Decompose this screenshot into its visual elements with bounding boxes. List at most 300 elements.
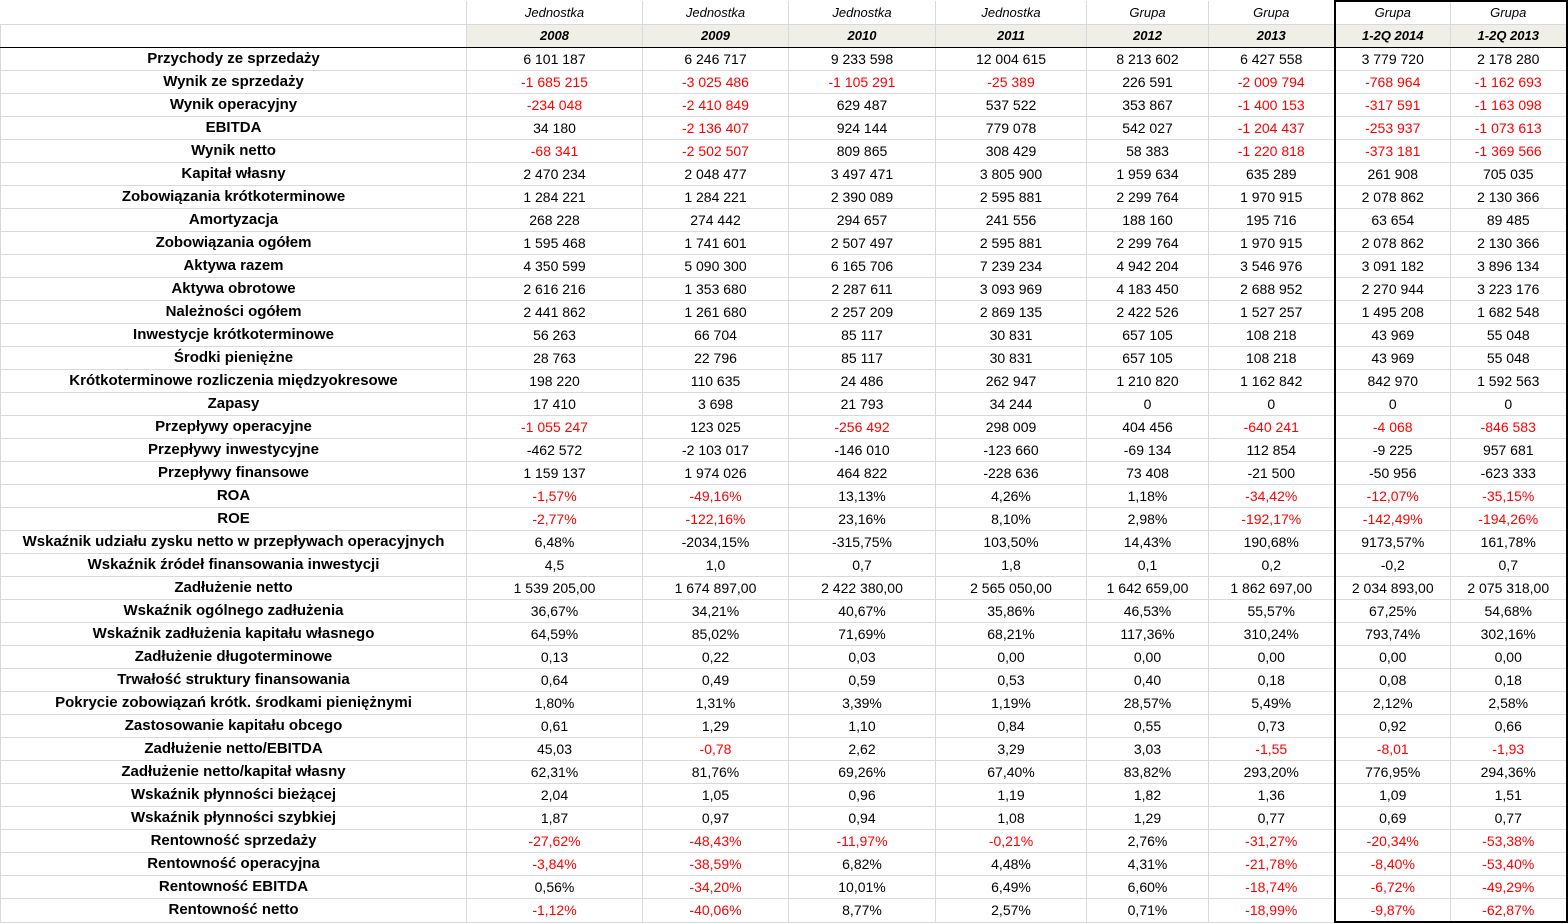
- table-row: [1, 761, 1567, 784]
- value-cell: 1,08: [936, 807, 1087, 830]
- row-label: Rentowność operacyjna: [1, 853, 467, 876]
- value-cell: 0,92: [1335, 715, 1451, 738]
- row-label: Zapasy: [1, 393, 467, 416]
- value-cell: 34 180: [467, 117, 643, 140]
- row-label: Amortyzacja: [1, 209, 467, 232]
- value-cell: 2 257 209: [789, 301, 936, 324]
- value-cell: 2 299 764: [1087, 186, 1209, 209]
- value-cell: -146 010: [789, 439, 936, 462]
- value-cell: 12 004 615: [936, 48, 1087, 71]
- value-cell: -49,16%: [643, 485, 789, 508]
- value-cell: 2 470 234: [467, 163, 643, 186]
- value-cell: -68 341: [467, 140, 643, 163]
- value-cell: 779 078: [936, 117, 1087, 140]
- value-cell: 2 048 477: [643, 163, 789, 186]
- value-cell: 103,50%: [936, 531, 1087, 554]
- table-row: [1, 554, 1567, 577]
- value-cell: -48,43%: [643, 830, 789, 853]
- value-cell: 36,67%: [467, 600, 643, 623]
- value-cell: 8,77%: [789, 899, 936, 923]
- value-cell: -12,07%: [1335, 485, 1451, 508]
- value-cell: -2,77%: [467, 508, 643, 531]
- table-row: [1, 600, 1567, 623]
- table-row: [1, 692, 1567, 715]
- row-label: Trwałość struktury finansowania: [1, 669, 467, 692]
- value-cell: -0,78: [643, 738, 789, 761]
- value-cell: 85 117: [789, 347, 936, 370]
- value-cell: 6,48%: [467, 531, 643, 554]
- table-row: [1, 462, 1567, 485]
- value-cell: 83,82%: [1087, 761, 1209, 784]
- value-cell: -1 220 818: [1209, 140, 1335, 163]
- value-cell: 67,25%: [1335, 600, 1451, 623]
- value-cell: 3 779 720: [1335, 48, 1451, 71]
- value-cell: 8,10%: [936, 508, 1087, 531]
- value-cell: 1,05: [643, 784, 789, 807]
- value-cell: 73 408: [1087, 462, 1209, 485]
- value-cell: 2 390 089: [789, 186, 936, 209]
- value-cell: 1,82: [1087, 784, 1209, 807]
- value-cell: 1,19: [936, 784, 1087, 807]
- value-cell: 629 487: [789, 94, 936, 117]
- value-cell: 2 075 318,00: [1451, 577, 1567, 600]
- value-cell: 23,16%: [789, 508, 936, 531]
- value-cell: 293,20%: [1209, 761, 1335, 784]
- row-label: Rentowność netto: [1, 899, 467, 923]
- value-cell: 0,97: [643, 807, 789, 830]
- row-label: Należności ogółem: [1, 301, 467, 324]
- value-cell: 1,19%: [936, 692, 1087, 715]
- value-cell: 0,00: [1451, 646, 1567, 669]
- header-entity-cell: Grupa: [1209, 1, 1335, 25]
- value-cell: 842 970: [1335, 370, 1451, 393]
- value-cell: 4 183 450: [1087, 278, 1209, 301]
- header-period-cell: 2012: [1087, 25, 1209, 48]
- row-label: Przepływy finansowe: [1, 462, 467, 485]
- value-cell: 117,36%: [1087, 623, 1209, 646]
- value-cell: -4 068: [1335, 416, 1451, 439]
- value-cell: -2 410 849: [643, 94, 789, 117]
- table-row: [1, 301, 1567, 324]
- row-label: Zobowiązania krótkoterminowe: [1, 186, 467, 209]
- value-cell: 4,26%: [936, 485, 1087, 508]
- value-cell: 43 969: [1335, 347, 1451, 370]
- table-row: [1, 439, 1567, 462]
- value-cell: -6,72%: [1335, 876, 1451, 899]
- value-cell: 0,66: [1451, 715, 1567, 738]
- table-row: [1, 853, 1567, 876]
- value-cell: -38,59%: [643, 853, 789, 876]
- value-cell: 262 947: [936, 370, 1087, 393]
- table-row: [1, 807, 1567, 830]
- value-cell: -234 048: [467, 94, 643, 117]
- value-cell: -142,49%: [1335, 508, 1451, 531]
- value-cell: 4,31%: [1087, 853, 1209, 876]
- table-body: [1, 1, 1567, 922]
- value-cell: 28,57%: [1087, 692, 1209, 715]
- value-cell: -27,62%: [467, 830, 643, 853]
- row-label: Wskaźnik płynności bieżącej: [1, 784, 467, 807]
- value-cell: -194,26%: [1451, 508, 1567, 531]
- value-cell: 274 442: [643, 209, 789, 232]
- value-cell: 13,13%: [789, 485, 936, 508]
- value-cell: 464 822: [789, 462, 936, 485]
- value-cell: 1,09: [1335, 784, 1451, 807]
- value-cell: 43 969: [1335, 324, 1451, 347]
- value-cell: 0,64: [467, 669, 643, 692]
- table-row: [1, 370, 1567, 393]
- table-row: [1, 71, 1567, 94]
- value-cell: -1,55: [1209, 738, 1335, 761]
- value-cell: -1 105 291: [789, 71, 936, 94]
- header-blank-cell: [1, 25, 467, 48]
- value-cell: 1 353 680: [643, 278, 789, 301]
- value-cell: -31,27%: [1209, 830, 1335, 853]
- table-row: [1, 324, 1567, 347]
- table-row: [1, 255, 1567, 278]
- row-label: Rentowność EBITDA: [1, 876, 467, 899]
- value-cell: -2 502 507: [643, 140, 789, 163]
- value-cell: -1,12%: [467, 899, 643, 923]
- row-label: Zadłużenie długoterminowe: [1, 646, 467, 669]
- value-cell: -462 572: [467, 439, 643, 462]
- value-cell: 0,00: [1335, 646, 1451, 669]
- value-cell: 62,31%: [467, 761, 643, 784]
- value-cell: 302,16%: [1451, 623, 1567, 646]
- value-cell: 793,74%: [1335, 623, 1451, 646]
- value-cell: -1 204 437: [1209, 117, 1335, 140]
- value-cell: 2 688 952: [1209, 278, 1335, 301]
- table-row: [1, 784, 1567, 807]
- value-cell: -53,40%: [1451, 853, 1567, 876]
- value-cell: 28 763: [467, 347, 643, 370]
- table-row: [1, 347, 1567, 370]
- value-cell: 85,02%: [643, 623, 789, 646]
- table-row: [1, 163, 1567, 186]
- value-cell: -34,20%: [643, 876, 789, 899]
- value-cell: 1,36: [1209, 784, 1335, 807]
- value-cell: 1 162 842: [1209, 370, 1335, 393]
- value-cell: 22 796: [643, 347, 789, 370]
- value-cell: 1 970 915: [1209, 186, 1335, 209]
- value-cell: 3 223 176: [1451, 278, 1567, 301]
- value-cell: 2 034 893,00: [1335, 577, 1451, 600]
- row-label: Zobowiązania ogółem: [1, 232, 467, 255]
- value-cell: 0,7: [789, 554, 936, 577]
- value-cell: 58 383: [1087, 140, 1209, 163]
- value-cell: 1 210 820: [1087, 370, 1209, 393]
- value-cell: 308 429: [936, 140, 1087, 163]
- value-cell: 123 025: [643, 416, 789, 439]
- value-cell: -315,75%: [789, 531, 936, 554]
- value-cell: 55 048: [1451, 324, 1567, 347]
- value-cell: 241 556: [936, 209, 1087, 232]
- value-cell: 0,2: [1209, 554, 1335, 577]
- value-cell: -25 389: [936, 71, 1087, 94]
- value-cell: 0,55: [1087, 715, 1209, 738]
- value-cell: 1 642 659,00: [1087, 577, 1209, 600]
- table-row: [1, 669, 1567, 692]
- table-row: [1, 94, 1567, 117]
- value-cell: 1,0: [643, 554, 789, 577]
- value-cell: 2 078 862: [1335, 232, 1451, 255]
- value-cell: 110 635: [643, 370, 789, 393]
- value-cell: 1,31%: [643, 692, 789, 715]
- value-cell: 1 682 548: [1451, 301, 1567, 324]
- row-label: ROA: [1, 485, 467, 508]
- value-cell: 63 654: [1335, 209, 1451, 232]
- header-period-cell: 2010: [789, 25, 936, 48]
- row-label: Wynik ze sprzedaży: [1, 71, 467, 94]
- header-entity-cell: Grupa: [1335, 1, 1451, 25]
- value-cell: 0: [1335, 393, 1451, 416]
- value-cell: 298 009: [936, 416, 1087, 439]
- value-cell: 6 101 187: [467, 48, 643, 71]
- value-cell: 294,36%: [1451, 761, 1567, 784]
- value-cell: -1 369 566: [1451, 140, 1567, 163]
- value-cell: -192,17%: [1209, 508, 1335, 531]
- value-cell: 2 270 944: [1335, 278, 1451, 301]
- value-cell: 0,53: [936, 669, 1087, 692]
- value-cell: -21,78%: [1209, 853, 1335, 876]
- value-cell: 705 035: [1451, 163, 1567, 186]
- value-cell: -69 134: [1087, 439, 1209, 462]
- value-cell: -317 591: [1335, 94, 1451, 117]
- value-cell: 2 130 366: [1451, 186, 1567, 209]
- value-cell: -21 500: [1209, 462, 1335, 485]
- value-cell: 2,57%: [936, 899, 1087, 923]
- value-cell: 226 591: [1087, 71, 1209, 94]
- value-cell: 0,77: [1451, 807, 1567, 830]
- value-cell: 6,49%: [936, 876, 1087, 899]
- value-cell: 40,67%: [789, 600, 936, 623]
- value-cell: 35,86%: [936, 600, 1087, 623]
- value-cell: 0,96: [789, 784, 936, 807]
- value-cell: 3 093 969: [936, 278, 1087, 301]
- value-cell: 0,40: [1087, 669, 1209, 692]
- value-cell: 46,53%: [1087, 600, 1209, 623]
- value-cell: 2 595 881: [936, 186, 1087, 209]
- value-cell: 0,61: [467, 715, 643, 738]
- row-label: Przychody ze sprzedaży: [1, 48, 467, 71]
- value-cell: 1,8: [936, 554, 1087, 577]
- value-cell: 161,78%: [1451, 531, 1567, 554]
- value-cell: -35,15%: [1451, 485, 1567, 508]
- value-cell: 3 091 182: [1335, 255, 1451, 278]
- value-cell: 1 970 915: [1209, 232, 1335, 255]
- value-cell: 0,59: [789, 669, 936, 692]
- value-cell: 2 616 216: [467, 278, 643, 301]
- value-cell: 0,49: [643, 669, 789, 692]
- value-cell: 268 228: [467, 209, 643, 232]
- value-cell: 2,12%: [1335, 692, 1451, 715]
- value-cell: 4,48%: [936, 853, 1087, 876]
- value-cell: -2 136 407: [643, 117, 789, 140]
- value-cell: -53,38%: [1451, 830, 1567, 853]
- value-cell: 404 456: [1087, 416, 1209, 439]
- row-label: Aktywa obrotowe: [1, 278, 467, 301]
- value-cell: 21 793: [789, 393, 936, 416]
- value-cell: -1 163 098: [1451, 94, 1567, 117]
- header-row-entity: [1, 1, 1567, 25]
- row-label: Wynik operacyjny: [1, 94, 467, 117]
- row-label: Środki pieniężne: [1, 347, 467, 370]
- value-cell: 1 592 563: [1451, 370, 1567, 393]
- table-row: [1, 416, 1567, 439]
- value-cell: -3,84%: [467, 853, 643, 876]
- table-row: [1, 830, 1567, 853]
- value-cell: 957 681: [1451, 439, 1567, 462]
- value-cell: -18,74%: [1209, 876, 1335, 899]
- value-cell: -2 009 794: [1209, 71, 1335, 94]
- value-cell: 1 495 208: [1335, 301, 1451, 324]
- value-cell: -1,57%: [467, 485, 643, 508]
- value-cell: -623 333: [1451, 462, 1567, 485]
- value-cell: 2 422 526: [1087, 301, 1209, 324]
- value-cell: -2 103 017: [643, 439, 789, 462]
- value-cell: 657 105: [1087, 324, 1209, 347]
- value-cell: 17 410: [467, 393, 643, 416]
- value-cell: 0,18: [1209, 669, 1335, 692]
- row-label: Wskaźnik płynności szybkiej: [1, 807, 467, 830]
- value-cell: 1 595 468: [467, 232, 643, 255]
- header-period-cell: 2013: [1209, 25, 1335, 48]
- value-cell: 55,57%: [1209, 600, 1335, 623]
- value-cell: 54,68%: [1451, 600, 1567, 623]
- value-cell: 195 716: [1209, 209, 1335, 232]
- value-cell: 0,71%: [1087, 899, 1209, 923]
- row-label: Wskaźnik udziału zysku netto w przepływach operacyjnych: [1, 531, 467, 554]
- value-cell: -253 937: [1335, 117, 1451, 140]
- header-entity-cell: Jednostka: [643, 1, 789, 25]
- value-cell: 190,68%: [1209, 531, 1335, 554]
- value-cell: -640 241: [1209, 416, 1335, 439]
- row-label: Przepływy inwestycyjne: [1, 439, 467, 462]
- value-cell: 542 027: [1087, 117, 1209, 140]
- header-entity-cell: Jednostka: [936, 1, 1087, 25]
- value-cell: -1,93: [1451, 738, 1567, 761]
- value-cell: 1,80%: [467, 692, 643, 715]
- row-label: Aktywa razem: [1, 255, 467, 278]
- row-label: EBITDA: [1, 117, 467, 140]
- value-cell: 4 942 204: [1087, 255, 1209, 278]
- value-cell: 6 427 558: [1209, 48, 1335, 71]
- value-cell: 3 805 900: [936, 163, 1087, 186]
- value-cell: 85 117: [789, 324, 936, 347]
- value-cell: 1 959 634: [1087, 163, 1209, 186]
- table-row: [1, 117, 1567, 140]
- value-cell: -122,16%: [643, 508, 789, 531]
- row-label: Rentowność sprzedaży: [1, 830, 467, 853]
- value-cell: 0,00: [936, 646, 1087, 669]
- table-row: [1, 186, 1567, 209]
- value-cell: 2,98%: [1087, 508, 1209, 531]
- value-cell: 5 090 300: [643, 255, 789, 278]
- table-row: [1, 646, 1567, 669]
- value-cell: 112 854: [1209, 439, 1335, 462]
- value-cell: 0,7: [1451, 554, 1567, 577]
- value-cell: -34,42%: [1209, 485, 1335, 508]
- value-cell: 2,76%: [1087, 830, 1209, 853]
- value-cell: 0,00: [1209, 646, 1335, 669]
- value-cell: 0,94: [789, 807, 936, 830]
- value-cell: 2 078 862: [1335, 186, 1451, 209]
- value-cell: 6,82%: [789, 853, 936, 876]
- value-cell: 0,00: [1087, 646, 1209, 669]
- value-cell: -62,87%: [1451, 899, 1567, 923]
- header-period-cell: 1-2Q 2014: [1335, 25, 1451, 48]
- value-cell: -8,40%: [1335, 853, 1451, 876]
- table-row: [1, 140, 1567, 163]
- value-cell: -20,34%: [1335, 830, 1451, 853]
- value-cell: 68,21%: [936, 623, 1087, 646]
- value-cell: 353 867: [1087, 94, 1209, 117]
- value-cell: -50 956: [1335, 462, 1451, 485]
- row-label: Zadłużenie netto/EBITDA: [1, 738, 467, 761]
- value-cell: 0,03: [789, 646, 936, 669]
- row-label: Wskaźnik ogólnego zadłużenia: [1, 600, 467, 623]
- table-row: [1, 232, 1567, 255]
- table-row: [1, 623, 1567, 646]
- value-cell: 1 862 697,00: [1209, 577, 1335, 600]
- value-cell: 3,29: [936, 738, 1087, 761]
- value-cell: 69,26%: [789, 761, 936, 784]
- value-cell: 2 595 881: [936, 232, 1087, 255]
- row-label: Zadłużenie netto: [1, 577, 467, 600]
- value-cell: 34 244: [936, 393, 1087, 416]
- header-entity-cell: Grupa: [1087, 1, 1209, 25]
- value-cell: 1,10: [789, 715, 936, 738]
- value-cell: -1 162 693: [1451, 71, 1567, 94]
- value-cell: 310,24%: [1209, 623, 1335, 646]
- table-row: [1, 531, 1567, 554]
- table-row: [1, 209, 1567, 232]
- row-label: Kapitał własny: [1, 163, 467, 186]
- value-cell: 0,18: [1451, 669, 1567, 692]
- header-period-cell: 2011: [936, 25, 1087, 48]
- value-cell: 0,77: [1209, 807, 1335, 830]
- value-cell: -9 225: [1335, 439, 1451, 462]
- value-cell: 3 497 471: [789, 163, 936, 186]
- value-cell: 0,08: [1335, 669, 1451, 692]
- table-row: [1, 393, 1567, 416]
- value-cell: 294 657: [789, 209, 936, 232]
- value-cell: 1 284 221: [467, 186, 643, 209]
- value-cell: 0: [1209, 393, 1335, 416]
- value-cell: 0,13: [467, 646, 643, 669]
- value-cell: -8,01: [1335, 738, 1451, 761]
- value-cell: 1,29: [1087, 807, 1209, 830]
- value-cell: 1,87: [467, 807, 643, 830]
- value-cell: -123 660: [936, 439, 1087, 462]
- value-cell: 1,51: [1451, 784, 1567, 807]
- value-cell: 30 831: [936, 324, 1087, 347]
- table-row: [1, 738, 1567, 761]
- value-cell: 924 144: [789, 117, 936, 140]
- value-cell: -11,97%: [789, 830, 936, 853]
- value-cell: -768 964: [1335, 71, 1451, 94]
- value-cell: 1 284 221: [643, 186, 789, 209]
- value-cell: 108 218: [1209, 324, 1335, 347]
- value-cell: 7 239 234: [936, 255, 1087, 278]
- value-cell: -846 583: [1451, 416, 1567, 439]
- value-cell: 3,39%: [789, 692, 936, 715]
- table-row: [1, 577, 1567, 600]
- value-cell: 188 160: [1087, 209, 1209, 232]
- value-cell: 2 565 050,00: [936, 577, 1087, 600]
- value-cell: 64,59%: [467, 623, 643, 646]
- value-cell: 0,84: [936, 715, 1087, 738]
